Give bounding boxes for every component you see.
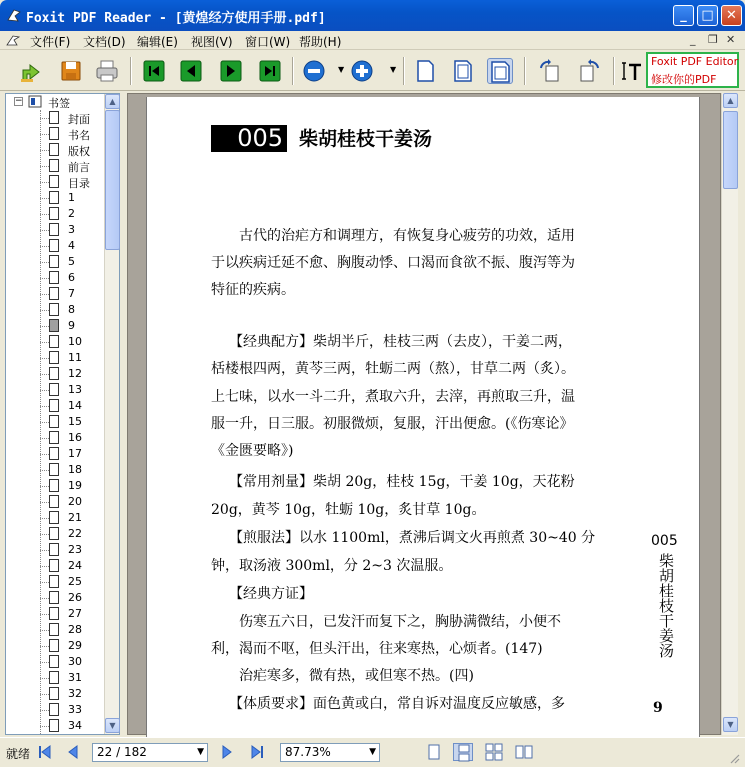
side-chapter-number: 005: [651, 533, 678, 549]
tree-connector: [40, 198, 49, 199]
paragraph-line: 【体质要求】面色黄或白，常自诉对温度反应敏感，多: [229, 696, 565, 712]
promo-title: Foxit PDF Editor: [651, 55, 739, 68]
zoom-in-icon[interactable]: [349, 58, 375, 84]
page-icon: [49, 111, 59, 124]
paragraph-line: 钟，取汤液 300ml，分 2~3 次温服。: [211, 558, 453, 574]
bookmark-item[interactable]: [6, 398, 104, 414]
document-view: [127, 93, 721, 735]
collapse-icon[interactable]: −: [15, 96, 23, 106]
chapter-number: 005: [211, 125, 287, 152]
menu-edit[interactable]: 编辑(E): [137, 35, 178, 49]
paragraph-line: 【经典配方】柴胡半斤，桂枝三两（去皮），干姜二两，: [229, 334, 572, 350]
text-select-icon[interactable]: [620, 58, 646, 84]
bookmark-tree: [6, 94, 104, 734]
page-dropdown-icon[interactable]: ▼: [197, 747, 204, 757]
bookmark-label: 20: [68, 495, 82, 508]
promo-subtitle: 修改你的PDF: [651, 73, 717, 86]
zoom-field[interactable]: [280, 743, 380, 762]
tree-connector: [40, 246, 49, 247]
bookmark-item[interactable]: [6, 366, 104, 382]
bookmark-label: 19: [68, 479, 82, 492]
page-icon: [49, 591, 59, 604]
page-icon: [49, 399, 59, 412]
bookmark-item[interactable]: [6, 350, 104, 366]
chapter-title: 柴胡桂枝干姜汤: [299, 128, 433, 150]
bookmark-item[interactable]: [6, 334, 104, 350]
bookmark-label: 目录: [68, 177, 90, 190]
toolbar: [0, 51, 745, 91]
page-icon: [49, 127, 59, 140]
menu-view[interactable]: 视图(V): [191, 35, 233, 49]
bookmark-label: 24: [68, 559, 82, 572]
page-icon: [49, 351, 59, 364]
maximize-button[interactable]: □: [697, 5, 718, 26]
bookmark-item[interactable]: [6, 302, 104, 318]
tree-connector: [40, 406, 49, 407]
bookmarks-panel: [5, 93, 120, 735]
page-icon: [49, 687, 59, 700]
tree-connector: [40, 662, 49, 663]
page-icon: [49, 415, 59, 428]
paragraph-line: 特征的疾病。: [211, 282, 295, 298]
page-icon: [49, 431, 59, 444]
bookmark-item[interactable]: [6, 622, 104, 638]
page-number: 9: [653, 700, 663, 716]
print-icon[interactable]: [94, 58, 120, 84]
tree-connector: [40, 150, 49, 151]
bookmark-item[interactable]: [6, 670, 104, 686]
toolbar-separator: [403, 57, 405, 85]
tree-connector: [40, 374, 49, 375]
bookmarks-scrollbar[interactable]: [104, 94, 119, 734]
last-page-icon[interactable]: [257, 58, 283, 84]
page-icon: [49, 287, 59, 300]
bookmark-label: 前言: [68, 161, 90, 174]
single-page-view-icon[interactable]: [424, 743, 444, 761]
page-icon: [49, 159, 59, 172]
bookmark-item[interactable]: [6, 206, 104, 222]
bookmark-label: 16: [68, 431, 82, 444]
bookmark-label: 3: [68, 223, 75, 236]
tree-connector: [40, 422, 49, 423]
bookmark-label: 34: [68, 719, 82, 732]
scroll-thumb[interactable]: [723, 111, 738, 189]
zoom-value: 87.73%: [285, 745, 331, 759]
page-icon: [49, 543, 59, 556]
bookmark-item[interactable]: [6, 382, 104, 398]
tree-connector: [40, 358, 49, 359]
tree-connector: [40, 310, 49, 311]
page-icon: [49, 623, 59, 636]
page-icon: [49, 303, 59, 316]
menu-file[interactable]: 文件(F): [30, 35, 71, 49]
resize-grip-icon[interactable]: [728, 752, 740, 764]
bookmark-item[interactable]: [6, 558, 104, 574]
page-number-field[interactable]: [92, 743, 208, 762]
bookmark-item[interactable]: [6, 446, 104, 462]
bookmark-label: 23: [68, 543, 82, 556]
tree-connector: [40, 726, 49, 727]
tree-connector: [40, 134, 49, 135]
bookmark-item[interactable]: [6, 638, 104, 654]
bookmark-item[interactable]: [6, 478, 104, 494]
fit-width-icon[interactable]: [487, 58, 513, 84]
rotate-right-icon[interactable]: [576, 58, 602, 84]
tree-connector: [40, 486, 49, 487]
status-first-page-icon[interactable]: [36, 743, 54, 761]
bookmark-label: 15: [68, 415, 82, 428]
page-icon: [49, 255, 59, 268]
bookmark-label: 封面: [68, 113, 90, 126]
page-icon: [49, 479, 59, 492]
save-icon[interactable]: [58, 58, 84, 84]
tree-connector: [40, 710, 49, 711]
paragraph-line: 上七味，以水一斗二升，煮取六升，去滓，再煎取三升，温: [211, 389, 575, 405]
rotate-left-icon[interactable]: [537, 58, 563, 84]
bookmark-item[interactable]: [6, 110, 104, 126]
tree-connector: [40, 166, 49, 167]
page-icon: [49, 319, 59, 332]
tree-connector: [40, 614, 49, 615]
bookmark-book-icon: [28, 95, 42, 108]
page-icon: [49, 671, 59, 684]
page-icon: [49, 335, 59, 348]
tree-connector: [40, 630, 49, 631]
bookmark-label: 25: [68, 575, 82, 588]
page-icon: [49, 175, 59, 188]
page-icon: [49, 207, 59, 220]
page-icon: [49, 271, 59, 284]
tree-connector: [40, 534, 49, 535]
bookmark-item[interactable]: [6, 142, 104, 158]
page-icon: [49, 719, 59, 732]
continuous-view-icon[interactable]: [453, 743, 473, 761]
menu-document[interactable]: 文档(D): [83, 35, 126, 49]
tree-connector: [40, 118, 49, 119]
toolbar-separator: [292, 57, 294, 85]
bookmark-label: 30: [68, 655, 82, 668]
bookmark-item[interactable]: [6, 462, 104, 478]
bookmark-item[interactable]: [6, 686, 104, 702]
facing-view-icon[interactable]: [514, 743, 534, 761]
bookmark-item[interactable]: [6, 590, 104, 606]
tree-connector: [40, 694, 49, 695]
tree-connector: [40, 294, 49, 295]
bookmark-item[interactable]: [6, 174, 104, 190]
bookmark-item[interactable]: [6, 414, 104, 430]
bookmark-label: 22: [68, 527, 82, 540]
window-title: Foxit PDF Reader - [黄煌经方使用手册.pdf]: [26, 11, 326, 26]
tree-connector: [40, 678, 49, 679]
tree-connector: [40, 326, 49, 327]
close-button[interactable]: ✕: [721, 5, 742, 26]
bookmark-label: 9: [68, 319, 75, 332]
bookmark-label: 33: [68, 703, 82, 716]
paragraph-line: 【经典方证】: [229, 586, 313, 602]
bookmark-item[interactable]: [6, 574, 104, 590]
paragraph-line: 【煎服法】以水 1100ml，煮沸后调文火再煎煮 30~40 分: [229, 530, 596, 546]
bookmark-item[interactable]: [6, 222, 104, 238]
scroll-up-icon[interactable]: ▲: [105, 94, 120, 109]
mdi-restore-button[interactable]: ❐: [708, 33, 718, 46]
page-icon: [49, 447, 59, 460]
document-menu-icon[interactable]: [6, 34, 22, 47]
status-bar: [0, 737, 745, 766]
paragraph-line: 古代的治疟方和调理方，有恢复身心疲劳的功效，适用: [239, 228, 575, 244]
pdf-page[interactable]: [146, 97, 700, 737]
page-icon: [49, 527, 59, 540]
page-icon: [49, 191, 59, 204]
tree-connector: [40, 598, 49, 599]
tree-connector: [40, 390, 49, 391]
page-icon: [49, 367, 59, 380]
zoom-dropdown-icon[interactable]: ▼: [369, 747, 376, 757]
bookmark-label: 28: [68, 623, 82, 636]
page-icon: [49, 463, 59, 476]
page-icon: [49, 575, 59, 588]
bookmark-item[interactable]: [6, 238, 104, 254]
bookmark-item[interactable]: [6, 430, 104, 446]
tree-connector: [40, 262, 49, 263]
bookmark-item[interactable]: [6, 318, 104, 334]
bookmark-label: 21: [68, 511, 82, 524]
bookmark-item[interactable]: [6, 158, 104, 174]
minimize-button[interactable]: _: [673, 5, 694, 26]
bookmark-label: 7: [68, 287, 75, 300]
menu-bar: [0, 31, 745, 50]
bookmark-label: 11: [68, 351, 82, 364]
paragraph-line: 服一升，日三服。初服微烦，复服，汗出便愈。(《伤寒论》: [211, 416, 574, 432]
bookmark-item[interactable]: [6, 254, 104, 270]
status-last-page-icon[interactable]: [248, 743, 266, 761]
bookmark-item[interactable]: [6, 718, 104, 734]
bookmark-item[interactable]: [6, 270, 104, 286]
tree-connector: [40, 438, 49, 439]
page-icon: [49, 511, 59, 524]
bookmark-label: 6: [68, 271, 75, 284]
tree-connector: [40, 182, 49, 183]
bookmark-label: 4: [68, 239, 75, 252]
page-icon: [49, 639, 59, 652]
bookmark-label: 书名: [68, 129, 90, 142]
bookmark-item[interactable]: [6, 286, 104, 302]
bookmark-label: 26: [68, 591, 82, 604]
bookmark-label: 12: [68, 367, 82, 380]
bookmark-label: 2: [68, 207, 75, 220]
bookmark-item[interactable]: [6, 702, 104, 718]
side-chapter-title: 柴胡桂枝干姜汤: [657, 553, 675, 658]
menu-help[interactable]: 帮助(H): [299, 35, 342, 49]
toolbar-separator: [130, 57, 132, 85]
tree-connector: [40, 342, 49, 343]
next-page-icon[interactable]: [218, 58, 244, 84]
paragraph-line: 治疟寒多，微有热，或但寒不热。(四): [239, 668, 474, 684]
tree-connector: [40, 454, 49, 455]
tree-connector: [40, 214, 49, 215]
tree-connector: [40, 582, 49, 583]
bookmark-label: 10: [68, 335, 82, 348]
fit-page-icon[interactable]: [450, 58, 476, 84]
foxit-editor-promo-banner[interactable]: [646, 52, 739, 88]
page-icon: [49, 703, 59, 716]
scroll-down-icon[interactable]: ▼: [723, 717, 738, 732]
page-icon: [49, 655, 59, 668]
bookmark-item[interactable]: [6, 494, 104, 510]
tree-connector: [40, 566, 49, 567]
page-icon: [49, 143, 59, 156]
bookmark-item[interactable]: [6, 510, 104, 526]
bookmark-label: 13: [68, 383, 82, 396]
page-icon: [49, 239, 59, 252]
paragraph-line: 伤寒五六日，已发汗而复下之，胸胁满微结，小便不: [239, 614, 561, 630]
paragraph-line: 《金匮要略》): [211, 443, 294, 459]
document-scrollbar[interactable]: [721, 93, 738, 735]
bookmark-label: 27: [68, 607, 82, 620]
paragraph-line: 利，渴而不呕，但头汗出，往来寒热，心烦者。(147): [211, 641, 543, 657]
bookmark-label: 5: [68, 255, 75, 268]
page-icon: [49, 607, 59, 620]
paragraph-line: 20g，黄芩 10g，牡蛎 10g，炙甘草 10g。: [211, 502, 486, 518]
tree-connector: [40, 470, 49, 471]
tree-connector: [40, 502, 49, 503]
first-page-icon[interactable]: [141, 58, 167, 84]
bookmark-item[interactable]: [6, 542, 104, 558]
toolbar-separator: [613, 57, 615, 85]
bookmark-item[interactable]: [6, 606, 104, 622]
bookmark-label: 18: [68, 463, 82, 476]
page-icon: [49, 495, 59, 508]
bookmark-label: 32: [68, 687, 82, 700]
status-previous-page-icon[interactable]: [64, 743, 82, 761]
open-icon[interactable]: [18, 58, 44, 84]
bookmark-label: 版权: [68, 145, 90, 158]
bookmark-item[interactable]: [6, 126, 104, 142]
page-icon: [49, 559, 59, 572]
foxit-app-icon: [6, 8, 22, 23]
bookmark-item[interactable]: [6, 654, 104, 670]
tree-connector: [40, 278, 49, 279]
paragraph-line: 【常用剂量】柴胡 20g，桂枝 15g，干姜 10g，天花粉: [229, 474, 575, 490]
page-indicator: 22 / 182: [97, 745, 147, 759]
bookmark-label: 1: [68, 191, 75, 204]
page-icon: [49, 223, 59, 236]
menu-window[interactable]: 窗口(W): [245, 35, 291, 49]
previous-page-icon[interactable]: [178, 58, 204, 84]
status-text: 就绪: [6, 747, 31, 761]
bookmark-label: 8: [68, 303, 75, 316]
bookmark-root-label[interactable]: 书签: [48, 97, 70, 110]
mdi-minimize-button[interactable]: _: [690, 33, 696, 46]
zoom-out-dropdown-icon[interactable]: ▼: [338, 65, 345, 74]
actual-size-icon[interactable]: [412, 58, 438, 84]
paragraph-line: 于以疾病迁延不愈、胸腹动悸、口渴而食欲不振、腹泻等为: [211, 255, 575, 271]
mdi-close-button[interactable]: ✕: [726, 33, 736, 46]
bookmark-label: 29: [68, 639, 82, 652]
bookmark-label: 17: [68, 447, 82, 460]
zoom-out-icon[interactable]: [301, 58, 327, 84]
scroll-down-icon[interactable]: ▼: [105, 718, 120, 733]
bookmark-item[interactable]: [6, 190, 104, 206]
continuous-facing-view-icon[interactable]: [484, 743, 504, 761]
tree-connector: [40, 550, 49, 551]
status-next-page-icon[interactable]: [218, 743, 236, 761]
bookmark-label: 14: [68, 399, 82, 412]
bookmark-label: 31: [68, 671, 82, 684]
zoom-in-dropdown-icon[interactable]: ▼: [390, 65, 397, 74]
tree-connector: [40, 518, 49, 519]
bookmark-item[interactable]: [6, 526, 104, 542]
toolbar-separator: [524, 57, 526, 85]
page-icon: [49, 383, 59, 396]
title-bar[interactable]: [0, 0, 745, 31]
tree-connector: [40, 646, 49, 647]
scroll-up-icon[interactable]: ▲: [723, 93, 738, 108]
tree-connector: [40, 230, 49, 231]
scroll-thumb[interactable]: [105, 110, 120, 250]
paragraph-line: 栝楼根四两，黄芩三两，牡蛎二两（熬），甘草二两（炙）。: [211, 361, 575, 377]
